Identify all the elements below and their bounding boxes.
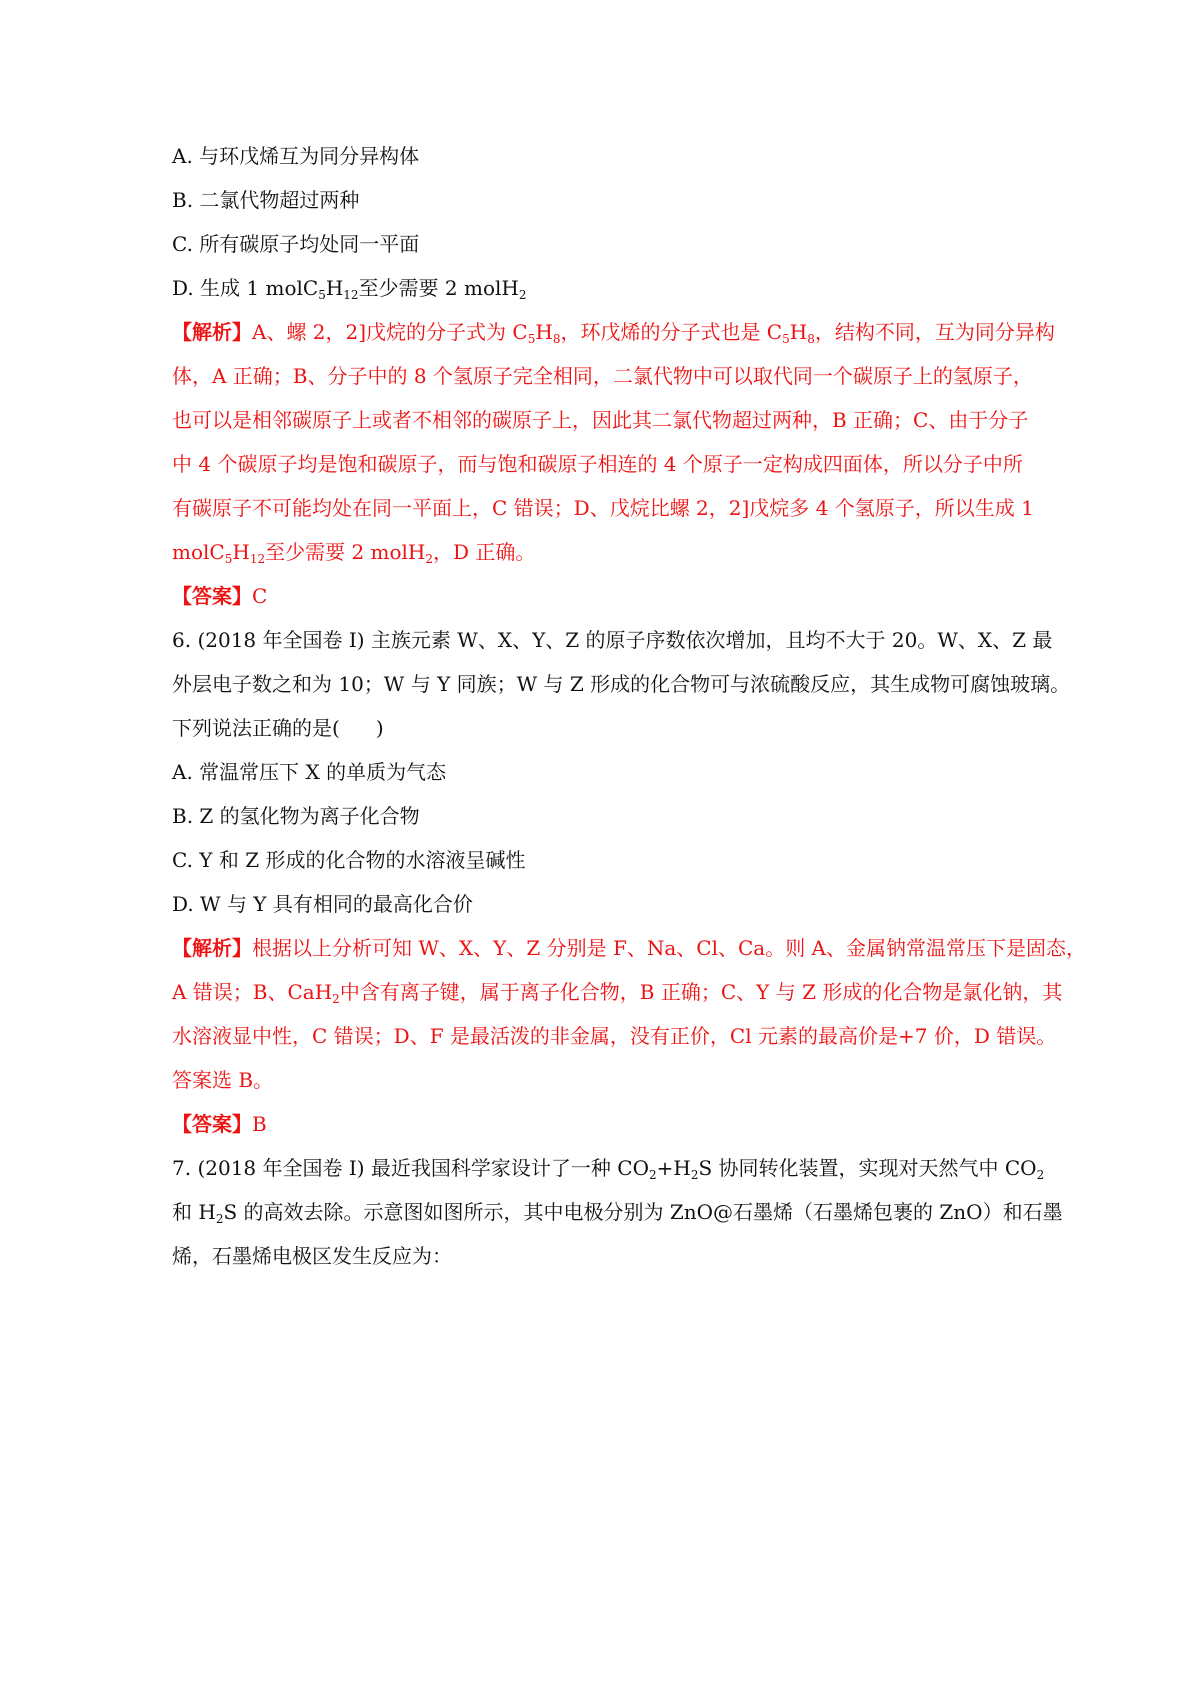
answer-value: C: [252, 584, 268, 608]
q5-analysis-line-5: 有碳原子不可能均处在同一平面上，C 错误；D、戊烷比螺 2，2]戊烷多 4 个氢原子，所以生成 1: [172, 496, 1034, 520]
q5-analysis-line-1: 【解析】A、螺 2，2]戊烷的分子式为 $C_5H_8$，环戊烯的分子式也是 $C_5H_8$，结构不同，互为同分异构: [172, 320, 1055, 346]
q5-analysis-line-6: $molC_5H_{12}$至少需要 2 molH$_2$，D 正确。: [172, 540, 536, 566]
q5-option-d: D. 生成 1 $molC_5H_{12}$至少需要 2 molH$_2$: [172, 276, 527, 302]
q5-option-b: B. 二氯代物超过两种: [172, 188, 360, 212]
q5-analysis-line-3: 也可以是相邻碳原子上或者不相邻的碳原子上，因此其二氯代物超过两种，B 正确；C、由于分子: [172, 408, 1029, 432]
q5-analysis-line-2: 体，A 正确；B、分子中的 8 个氢原子完全相同，二氯代物中可以取代同一个碳原子上的氢原子，: [172, 364, 1033, 388]
q6-option-c: C. Y 和 Z 形成的化合物的水溶液呈碱性: [172, 848, 526, 872]
q5-answer: [172, 582, 1052, 610]
q6-answer: [172, 1110, 1052, 1138]
q5-option-c: C. 所有碳原子均处同一平面: [172, 232, 420, 256]
q5-analysis-line-4: 中 4 个碳原子均是饱和碳原子，而与饱和碳原子相连的 4 个原子一定构成四面体，所以分子中所: [172, 452, 1023, 476]
q6-option-b: B. Z 的氢化物为离子化合物: [172, 804, 420, 828]
answer-value: B: [252, 1112, 267, 1136]
q6-option-d: D. W 与 Y 具有相同的最高化合价: [172, 892, 473, 916]
q6-analysis-line-3: 水溶液显中性，C 错误；D、F 是最活泼的非金属，没有正价，Cl 元素的最高价是+7 价，D 错误。: [172, 1024, 1057, 1048]
q7-stem-line-2: 和 $H_2S$ 的高效去除。示意图如图所示，其中电极分别为 ZnO@石墨烯（石墨烯包裹的 ZnO）和石墨: [172, 1200, 1063, 1226]
answer-tag: 【答案】: [172, 584, 252, 608]
q7-stem-line-3: 烯，石墨烯电极区发生反应为：: [172, 1244, 452, 1268]
q6-analysis-line-2: A 错误；B、CaH$_2$中含有离子键，属于离子化合物，B 正确；C、Y 与 Z 形成的化合物是氯化钠，其: [172, 980, 1063, 1006]
q6-stem-line-3: 下列说法正确的是( ): [172, 716, 384, 740]
q6-stem-line-1: 6. (2018 年全国卷 I) 主族元素 W、X、Y、Z 的原子序数依次增加，且均不大于 20。W、X、Z 最: [172, 628, 1053, 652]
answer-tag: 【答案】: [172, 1112, 252, 1136]
q6-analysis-line-4: 答案选 B。: [172, 1068, 274, 1092]
q7-stem-line-1: 7. (2018 年全国卷 I) 最近我国科学家设计了一种 $CO_2+H_2S$ 协同转化装置，实现对天然气中 $CO_2$: [172, 1156, 1045, 1182]
q6-analysis-line-1: 【解析】根据以上分析可知 W、X、Y、Z 分别是 F、Na、Cl、Ca。则 A、金属钠常温常压下是固态，: [172, 936, 1086, 960]
q6-option-a: A. 常温常压下 X 的单质为气态: [172, 760, 447, 784]
analysis-tag: 【解析】: [172, 320, 252, 344]
q6-stem-line-2: 外层电子数之和为 10；W 与 Y 同族；W 与 Z 形成的化合物可与浓硫酸反应，其生成物可腐蚀玻璃。: [172, 672, 1071, 696]
q5-option-a: A. 与环戊烯互为同分异构体: [172, 144, 420, 168]
analysis-tag: 【解析】: [172, 936, 252, 960]
